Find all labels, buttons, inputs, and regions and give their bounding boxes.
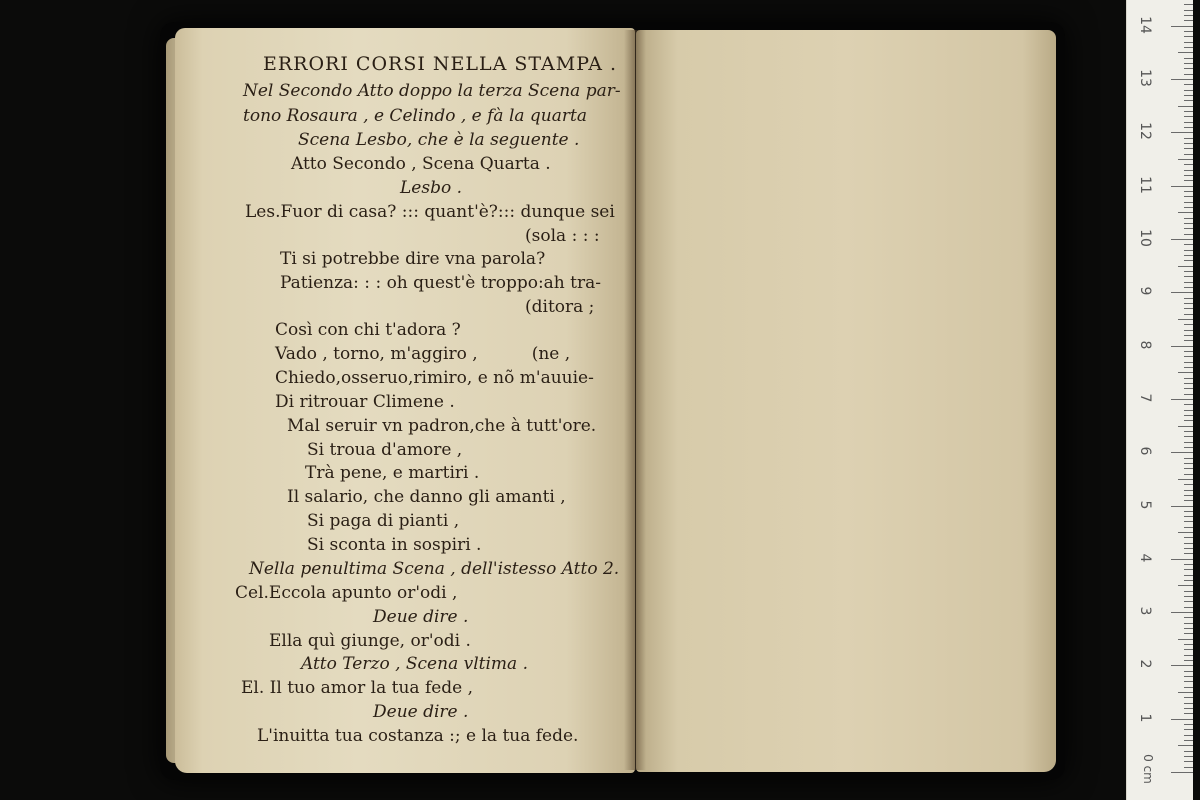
book-gutter: [624, 30, 646, 770]
measurement-ruler: [1126, 0, 1193, 800]
ruler-tick: [1184, 703, 1193, 704]
ruler-tick: [1184, 468, 1193, 469]
ruler-tick: [1184, 500, 1193, 501]
ruler-tick: [1184, 681, 1193, 682]
text-line: Patienza: : : oh quest'è troppo:ah tra-: [280, 273, 601, 293]
ruler-tick: [1184, 111, 1193, 112]
text-line: Deue dire .: [373, 702, 469, 722]
ruler-tick: [1184, 138, 1193, 139]
ruler-tick: [1184, 170, 1193, 171]
ruler-tick: [1178, 159, 1193, 160]
ruler-tick: [1184, 154, 1193, 155]
ruler-tick: [1184, 751, 1193, 752]
text-line: tono Rosaura , e Celindo , e fà la quarta: [243, 106, 587, 126]
ruler-tick: [1184, 431, 1193, 432]
ruler-tick: [1184, 415, 1193, 416]
ruler-tick: [1184, 527, 1193, 528]
ruler-tick: [1184, 607, 1193, 608]
ruler-tick: [1184, 601, 1193, 602]
text-line: Si troua d'amore ,: [307, 440, 463, 460]
ruler-tick: [1184, 148, 1193, 149]
ruler-tick: [1184, 410, 1193, 411]
ruler-tick: [1184, 223, 1193, 224]
ruler-tick: [1184, 591, 1193, 592]
ruler-tick: [1171, 559, 1193, 560]
ruler-tick: [1184, 260, 1193, 261]
ruler-tick: [1184, 495, 1193, 496]
ruler-tick: [1184, 228, 1193, 229]
text-line: Si paga di pianti ,: [307, 511, 460, 531]
ruler-tick: [1184, 553, 1193, 554]
ruler-tick: [1178, 372, 1193, 373]
ruler-tick: [1184, 362, 1193, 363]
ruler-tick: [1184, 314, 1193, 315]
ruler-tick: [1184, 255, 1193, 256]
ruler-tick: [1184, 143, 1193, 144]
text-line: Trà pene, e martiri .: [305, 463, 480, 483]
ruler-tick: [1171, 399, 1193, 400]
ruler-tick: [1184, 628, 1193, 629]
ruler-tick: [1184, 463, 1193, 464]
ruler-tick: [1184, 4, 1193, 5]
ruler-tick: [1184, 356, 1193, 357]
ruler-tick: [1178, 319, 1193, 320]
ruler-tick: [1178, 212, 1193, 213]
ruler-tick: [1184, 127, 1193, 128]
text-line: Vado , torno, m'aggiro , (ne ,: [275, 344, 571, 364]
ruler-number: 4: [1137, 553, 1153, 563]
text-line: Mal seruir vn padron,che à tutt'ore.: [287, 416, 597, 436]
ruler-tick: [1184, 687, 1193, 688]
ruler-tick: [1184, 633, 1193, 634]
ruler-tick: [1184, 100, 1193, 101]
ruler-tick: [1184, 58, 1193, 59]
ruler-tick: [1184, 442, 1193, 443]
ruler-tick: [1178, 532, 1193, 533]
ruler-tick: [1184, 537, 1193, 538]
ruler-tick: [1184, 761, 1193, 762]
ruler-tick: [1184, 671, 1193, 672]
ruler-tick: [1171, 186, 1193, 187]
ruler-tick: [1184, 36, 1193, 37]
ruler-tick: [1184, 548, 1193, 549]
text-line: El. Il tuo amor la tua fede ,: [241, 678, 474, 698]
ruler-tick: [1184, 367, 1193, 368]
ruler-number: 14: [1137, 15, 1153, 34]
ruler-tick: [1184, 420, 1193, 421]
ruler-tick: [1184, 655, 1193, 656]
ruler-tick: [1171, 239, 1193, 240]
ruler-tick: [1184, 340, 1193, 341]
ruler-tick: [1184, 196, 1193, 197]
ruler-tick: [1184, 351, 1193, 352]
ruler-tick: [1184, 271, 1193, 272]
ruler-tick: [1184, 521, 1193, 522]
ruler-tick: [1184, 484, 1193, 485]
ruler-tick: [1184, 68, 1193, 69]
ruler-number: 12: [1137, 122, 1153, 141]
ruler-tick: [1184, 724, 1193, 725]
ruler-tick: [1171, 772, 1193, 773]
ruler-tick: [1184, 511, 1193, 512]
ruler-tick: [1184, 644, 1193, 645]
ruler-tick: [1171, 292, 1193, 293]
ruler-tick: [1184, 516, 1193, 517]
ruler-tick: [1184, 90, 1193, 91]
ruler-tick: [1184, 394, 1193, 395]
ruler-tick: [1184, 575, 1193, 576]
ruler-tick: [1184, 298, 1193, 299]
ruler-tick: [1178, 479, 1193, 480]
ruler-tick: [1184, 244, 1193, 245]
ruler-tick: [1184, 447, 1193, 448]
ruler-tick: [1184, 191, 1193, 192]
ruler-tick: [1184, 180, 1193, 181]
ruler-tick: [1184, 63, 1193, 64]
ruler-tick: [1184, 660, 1193, 661]
ruler-number: 9: [1137, 286, 1153, 296]
ruler-tick: [1184, 164, 1193, 165]
ruler-tick: [1184, 404, 1193, 405]
errata-heading: ERRORI CORSI NELLA STAMPA .: [263, 53, 618, 75]
ruler-tick: [1184, 569, 1193, 570]
ruler-number: 5: [1137, 500, 1153, 509]
ruler-tick: [1171, 665, 1193, 666]
ruler-tick: [1184, 729, 1193, 730]
text-line: Nel Secondo Atto doppo la terza Scena par-: [243, 81, 621, 101]
text-line: Si sconta in sospiri .: [307, 535, 482, 555]
ruler-tick: [1184, 767, 1193, 768]
ruler-tick: [1178, 745, 1193, 746]
ruler-tick: [1184, 697, 1193, 698]
text-line: Ella quì giunge, or'odi .: [269, 631, 471, 651]
text-line: Deue dire .: [373, 607, 469, 627]
ruler-tick: [1171, 719, 1193, 720]
ruler-tick: [1184, 436, 1193, 437]
ruler-tick: [1178, 692, 1193, 693]
ruler-number: 10: [1137, 229, 1153, 247]
ruler-tick: [1184, 122, 1193, 123]
ruler-tick: [1184, 42, 1193, 43]
ruler-tick: [1184, 490, 1193, 491]
ruler-tick: [1178, 639, 1193, 640]
ruler-number: 3: [1137, 606, 1153, 616]
ruler-tick: [1178, 426, 1193, 427]
ruler-tick: [1184, 303, 1193, 304]
text-line: Atto Terzo , Scena vltima .: [301, 654, 528, 674]
ruler-tick: [1184, 84, 1193, 85]
ruler-tick: [1184, 458, 1193, 459]
ruler-number: 11: [1137, 175, 1153, 194]
ruler-tick: [1184, 324, 1193, 325]
ruler-tick: [1184, 676, 1193, 677]
ruler-tick: [1184, 218, 1193, 219]
ruler-tick: [1184, 596, 1193, 597]
ruler-tick: [1184, 474, 1193, 475]
text-line: Lesbo .: [400, 178, 462, 198]
ruler-tick: [1184, 708, 1193, 709]
ruler-tick: [1184, 282, 1193, 283]
ruler-tick: [1171, 26, 1193, 27]
ruler-tick: [1184, 564, 1193, 565]
ruler-tick: [1184, 47, 1193, 48]
text-line: Cel.Eccola apunto or'odi ,: [235, 583, 458, 603]
ruler-tick: [1184, 580, 1193, 581]
text-line: Il salario, che danno gli amanti ,: [287, 487, 566, 507]
ruler-tick: [1184, 543, 1193, 544]
ruler-number: 1: [1137, 713, 1153, 723]
text-line: Ti si potrebbe dire vna parola?: [280, 249, 546, 269]
ruler-number: 7: [1137, 393, 1153, 403]
ruler-tick: [1184, 276, 1193, 277]
ruler-tick: [1184, 31, 1193, 32]
text-line: L'inuitta tua costanza :; e la tua fede.: [257, 726, 579, 746]
ruler-tick: [1184, 740, 1193, 741]
text-line: (sola : : :: [525, 226, 600, 246]
text-line: (ditora ;: [525, 297, 595, 317]
ruler-tick: [1171, 132, 1193, 133]
ruler-tick: [1171, 452, 1193, 453]
ruler-tick: [1178, 106, 1193, 107]
ruler-tick: [1184, 207, 1193, 208]
ruler-tick: [1184, 202, 1193, 203]
text-line: Chiedo,osseruo,rimiro, e nõ m'auuie-: [275, 368, 594, 388]
ruler-tick: [1184, 287, 1193, 288]
ruler-tick: [1178, 585, 1193, 586]
text-line: Di ritrouar Climene .: [275, 392, 455, 412]
ruler-tick: [1184, 617, 1193, 618]
ruler-tick: [1184, 116, 1193, 117]
ruler-tick: [1184, 95, 1193, 96]
ruler-tick: [1184, 378, 1193, 379]
ruler-tick: [1184, 74, 1193, 75]
ruler-tick: [1184, 250, 1193, 251]
ruler-number: 6: [1137, 446, 1153, 456]
ruler-tick: [1184, 20, 1193, 21]
ruler-tick: [1184, 335, 1193, 336]
ruler-tick: [1184, 735, 1193, 736]
ruler-tick: [1178, 266, 1193, 267]
ruler-number: 13: [1137, 69, 1153, 87]
ruler-number: 2: [1137, 659, 1153, 669]
ruler-tick: [1184, 756, 1193, 757]
ruler-tick: [1184, 383, 1193, 384]
ruler-tick: [1184, 388, 1193, 389]
ruler-tick: [1184, 175, 1193, 176]
text-line: Così con chi t'adora ?: [275, 320, 461, 340]
text-line: Scena Lesbo, che è la seguente .: [298, 130, 580, 150]
ruler-tick: [1178, 52, 1193, 53]
text-line: Nella penultima Scena , dell'istesso Atto 2.: [249, 559, 620, 579]
text-line: Atto Secondo , Scena Quarta .: [291, 154, 551, 174]
right-page-blank: [636, 30, 1056, 772]
ruler-tick: [1184, 15, 1193, 16]
ruler-tick: [1184, 330, 1193, 331]
ruler-unit-label: 0 cm: [1140, 754, 1155, 784]
ruler-tick: [1184, 713, 1193, 714]
ruler-tick: [1184, 10, 1193, 11]
ruler-tick: [1171, 506, 1193, 507]
ruler-tick: [1184, 649, 1193, 650]
ruler-tick: [1171, 346, 1193, 347]
ruler-tick: [1184, 234, 1193, 235]
ruler-tick: [1171, 612, 1193, 613]
ruler-tick: [1171, 79, 1193, 80]
ruler-tick: [1184, 308, 1193, 309]
text-line: Les.Fuor di casa? ::: quant'è?::: dunque sei: [245, 202, 615, 222]
ruler-tick: [1184, 623, 1193, 624]
ruler-number: 8: [1137, 340, 1153, 350]
